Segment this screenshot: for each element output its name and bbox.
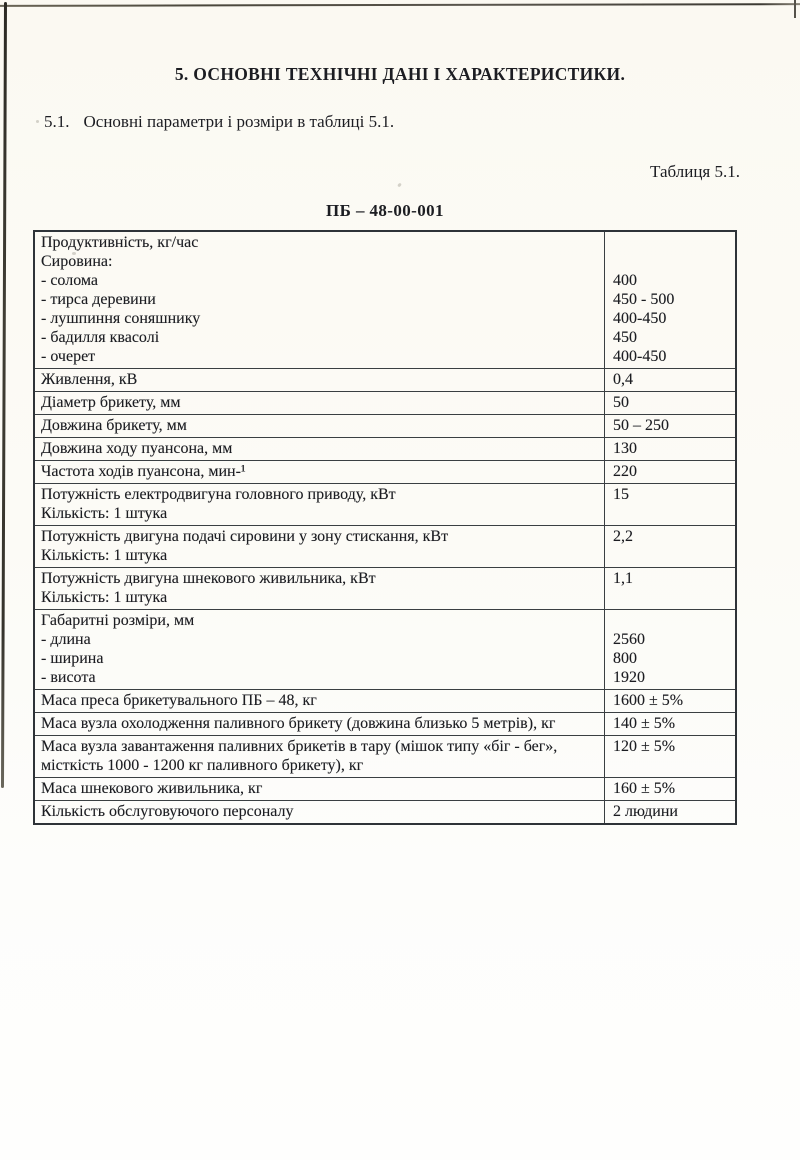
param-label-cell (35, 778, 604, 800)
param-value-line: 15 (613, 486, 629, 503)
param-value-line: 1920 (613, 669, 645, 686)
param-value-cell (604, 568, 735, 609)
param-label-line: Габаритні розміри, мм (41, 612, 195, 629)
table-row (35, 777, 735, 800)
param-value-line: 140 ± 5% (613, 715, 676, 732)
param-value-cell (604, 610, 735, 689)
table-row (35, 414, 735, 437)
param-label-line: Маса вузла охолодження паливного брикету (довжина близько 5 метрів), кг (41, 715, 556, 732)
param-label-line: - лушпиння соняшнику (41, 310, 201, 327)
param-value-cell (604, 392, 735, 414)
param-value-line: 2560 (613, 631, 645, 648)
table-row (35, 525, 735, 567)
param-label-line: - бадилля квасолі (41, 329, 160, 346)
param-label-line: - солома (41, 272, 99, 289)
param-label-cell (35, 438, 604, 460)
param-label-line: - ширина (41, 650, 104, 667)
param-label-line: Діаметр брикету, мм (41, 394, 181, 411)
param-value-line: 0,4 (613, 371, 633, 388)
param-label-line: Кількість: 1 штука (41, 547, 168, 564)
param-value-cell (604, 778, 735, 800)
param-value-cell (604, 484, 735, 525)
param-value-line: 2,2 (613, 528, 633, 545)
param-value-cell (604, 713, 735, 735)
param-label-line: - длина (41, 631, 91, 648)
param-label-line: Живлення, кВ (41, 371, 138, 388)
param-value-line (613, 233, 731, 252)
param-label-line: Маса шнекового живильника, кг (41, 780, 263, 797)
param-label-cell (35, 232, 604, 368)
table-row (35, 567, 735, 609)
param-value-line: 400-450 (613, 310, 667, 327)
param-value-line: 1600 ± 5% (613, 692, 684, 709)
param-value-cell (604, 690, 735, 712)
table-row (35, 735, 735, 777)
scan-edge-right-tick (794, 0, 796, 18)
param-label-cell (35, 369, 604, 391)
table-title: ПБ – 48-00-001 (326, 201, 444, 220)
param-value-cell (604, 526, 735, 567)
param-label-cell (35, 690, 604, 712)
param-label-line: - висота (41, 669, 96, 686)
param-value-line: 400-450 (613, 348, 667, 365)
scan-edge-left (1, 2, 7, 788)
subsection-heading (44, 112, 394, 132)
param-label-line: Довжина ходу пуансона, мм (41, 440, 233, 457)
param-label-line: Маса преса брикетувального ПБ – 48, кг (41, 692, 317, 709)
table-row (35, 391, 735, 414)
param-label-line: - очерет (41, 348, 96, 365)
param-value-line (613, 611, 731, 630)
param-label-line: Кількість: 1 штука (41, 589, 168, 606)
table-row (35, 800, 735, 823)
scan-speck (397, 183, 402, 188)
param-value-line: 400 (613, 272, 637, 289)
param-label-cell (35, 461, 604, 483)
param-label-cell (35, 526, 604, 567)
param-value-line: 160 ± 5% (613, 780, 676, 797)
param-label-line: - тирса деревини (41, 291, 156, 308)
param-value-cell (604, 801, 735, 823)
param-label-line: Маса вузла завантаження паливних брикетів в тару (мішок типу «біг - бег», (41, 738, 558, 755)
subsection-number: 5.1. (44, 112, 70, 131)
param-label-line: Кількість: 1 штука (41, 505, 168, 522)
param-value-line: 220 (613, 463, 637, 480)
param-value-line: 450 (613, 329, 637, 346)
section-title: 5. ОСНОВНІ ТЕХНІЧНІ ДАНІ І ХАРАКТЕРИСТИКИ. (174, 64, 626, 84)
param-value-line: 2 людини (613, 803, 678, 820)
param-label-line: Довжина брикету, мм (41, 417, 187, 434)
param-value-cell (604, 461, 735, 483)
param-value-cell (604, 415, 735, 437)
table-caption: Таблиця 5.1. (650, 162, 740, 181)
param-label-cell (35, 484, 604, 525)
param-value-line: 1,1 (613, 570, 633, 587)
param-label-line: Кількість обслуговуючого персоналу (41, 803, 294, 820)
param-label-line: Частота ходів пуансона, мин-¹ (41, 463, 246, 480)
param-label-line: Потужність електродвигуна головного приводу, кВт (41, 486, 396, 503)
param-label-line: Потужність двигуна подачі сировини у зону стискання, кВт (41, 528, 449, 545)
param-value-cell (604, 369, 735, 391)
table-row (35, 712, 735, 735)
table-row (35, 483, 735, 525)
param-label-line: Потужність двигуна шнекового живильника, кВт (41, 570, 376, 587)
param-value-line: 450 - 500 (613, 291, 675, 308)
param-label-cell (35, 713, 604, 735)
subsection-text: Основні параметри і розміри в таблиці 5.1. (83, 112, 395, 131)
param-label-line: Сировина: (41, 253, 113, 270)
param-value-cell (604, 736, 735, 777)
scan-speck (36, 120, 39, 123)
param-label-cell (35, 392, 604, 414)
param-value-line: 50 (613, 394, 629, 411)
table-row (35, 368, 735, 391)
table-row (35, 437, 735, 460)
param-value-line: 50 – 250 (613, 417, 669, 434)
table-row (35, 460, 735, 483)
table-row (35, 232, 735, 368)
param-value-cell (604, 438, 735, 460)
param-label-line: Продуктивність, кг/час (41, 234, 199, 251)
param-value-line: 120 ± 5% (613, 738, 676, 755)
param-label-cell (35, 610, 604, 689)
param-label-line: місткість 1000 - 1200 кг паливного брикету), кг (41, 757, 364, 774)
param-label-cell (35, 568, 604, 609)
param-value-line: 800 (613, 650, 637, 667)
param-value-line (613, 252, 731, 271)
table-row (35, 689, 735, 712)
param-label-cell (35, 801, 604, 823)
param-label-cell (35, 736, 604, 777)
spec-table (33, 230, 737, 825)
param-value-line: 130 (613, 440, 637, 457)
param-label-cell (35, 415, 604, 437)
scan-edge-top (0, 3, 800, 7)
param-value-cell (604, 232, 735, 368)
table-row (35, 609, 735, 689)
